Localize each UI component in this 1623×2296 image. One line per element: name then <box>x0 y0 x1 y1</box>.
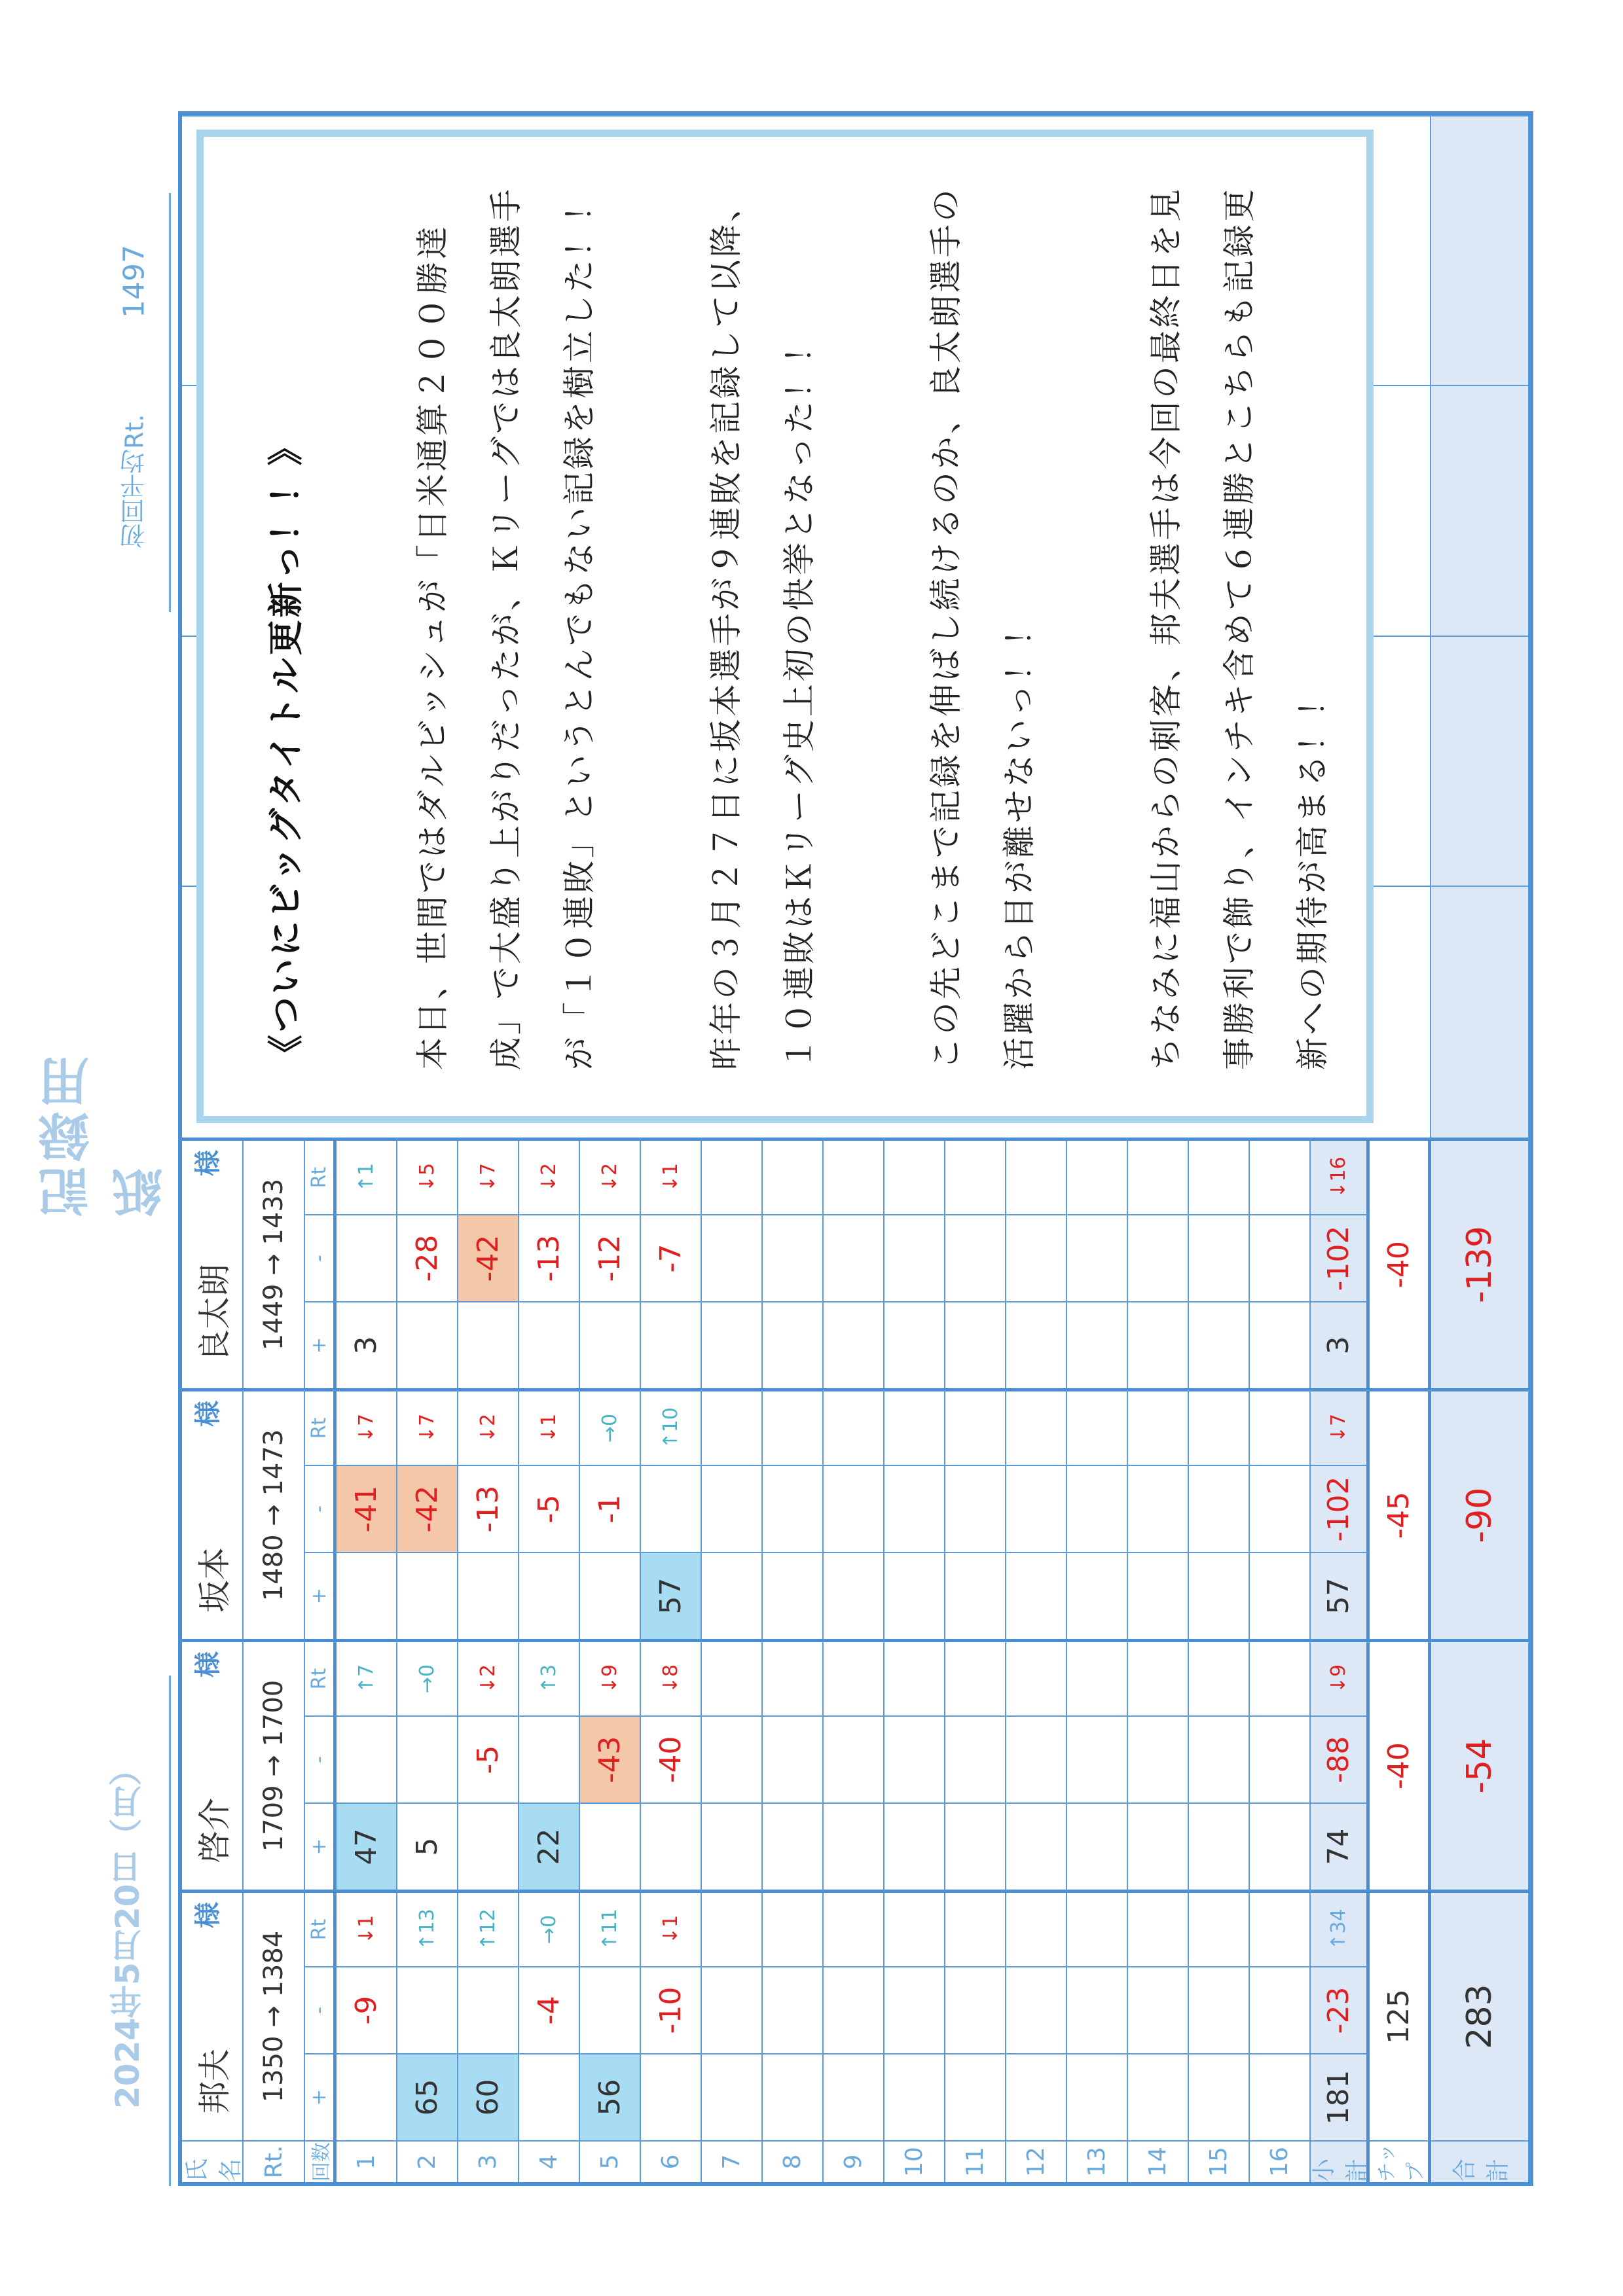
average-rating-label: 初回平均Rt. <box>120 414 149 548</box>
score-cell-rt <box>763 1388 824 1465</box>
round-number: 1 <box>337 2140 397 2182</box>
score-cell-rt <box>1006 1138 1067 1214</box>
score-cell-rt: ↓7 <box>337 1388 397 1465</box>
score-cell-rt <box>1189 1890 1250 1966</box>
score-cell-rt: ↓2 <box>519 1138 580 1214</box>
score-cell-minus: -5 <box>519 1465 580 1552</box>
name-column-label: 氏名 <box>182 2140 244 2182</box>
score-cell-rt <box>702 1890 763 1966</box>
score-cell-plus <box>702 2053 763 2140</box>
score-cell-plus <box>1250 1803 1311 1890</box>
score-cell-minus <box>337 1214 397 1301</box>
score-cell-minus <box>702 1715 763 1803</box>
score-cell-rt: ↓1 <box>337 1890 397 1966</box>
score-cell-rt: ↓1 <box>519 1388 580 1465</box>
chip-value: -40 <box>1370 1138 1431 1388</box>
score-cell-minus <box>1250 1966 1311 2053</box>
note-total-cell <box>1431 886 1529 1138</box>
round-number: 5 <box>580 2140 641 2182</box>
score-cell-rt <box>1250 1639 1311 1715</box>
note-total-cell <box>1431 636 1529 886</box>
round-number: 7 <box>702 2140 763 2182</box>
player-rating: 1480 → 1473 <box>244 1388 305 1639</box>
score-cell-plus: 60 <box>458 2053 519 2140</box>
score-cell-rt: ↑13 <box>397 1890 458 1966</box>
score-cell-plus <box>884 1552 945 1639</box>
score-cell-plus <box>1067 1301 1128 1388</box>
score-cell-plus <box>1189 2053 1250 2140</box>
score-cell-plus <box>1128 1803 1189 1890</box>
score-cell-minus <box>702 1966 763 2053</box>
score-cell-minus <box>1006 1214 1067 1301</box>
session-date: 2024年5月20日（月） <box>109 1753 147 2109</box>
score-cell-plus <box>337 2053 397 2140</box>
score-cell-minus: -12 <box>580 1214 641 1301</box>
score-cell-minus <box>884 1214 945 1301</box>
sheet-title: 記録用紙 <box>39 1052 171 1217</box>
player-rating: 1709 → 1700 <box>244 1639 305 1890</box>
score-cell-plus <box>1006 1301 1067 1388</box>
score-cell-plus <box>1189 1301 1250 1388</box>
score-cell-minus <box>763 1214 824 1301</box>
round-number: 12 <box>1006 2140 1067 2182</box>
honorific-label: 様 <box>193 1651 223 1677</box>
honorific-label: 様 <box>193 1150 223 1176</box>
score-cell-minus <box>824 1465 884 1552</box>
score-cell-minus <box>1189 1214 1250 1301</box>
score-cell-minus <box>1067 1966 1128 2053</box>
score-cell-minus: -7 <box>641 1214 702 1301</box>
honorific-label: 様 <box>193 1902 223 1928</box>
score-cell-plus <box>1250 2053 1311 2140</box>
score-cell-minus <box>945 1715 1006 1803</box>
score-cell-plus <box>763 1301 824 1388</box>
score-cell-rt <box>1006 1890 1067 1966</box>
score-cell-rt <box>1189 1639 1250 1715</box>
total-value: -54 <box>1431 1639 1529 1890</box>
score-cell-plus <box>1006 1552 1067 1639</box>
score-cell-plus <box>641 1301 702 1388</box>
score-cell-rt <box>1189 1138 1250 1214</box>
score-cell-minus <box>1250 1715 1311 1803</box>
score-cell-plus <box>763 1552 824 1639</box>
score-cell-rt: ↓2 <box>458 1639 519 1715</box>
score-cell-rt <box>884 1890 945 1966</box>
score-cell-rt <box>1067 1388 1128 1465</box>
score-cell-plus: 5 <box>397 1803 458 1890</box>
score-cell-rt: ↑11 <box>580 1890 641 1966</box>
score-cell-minus <box>1006 1966 1067 2053</box>
player-name: 邦夫 様 <box>182 1890 244 2140</box>
score-cell-plus <box>1128 1301 1189 1388</box>
score-cell-minus <box>824 1715 884 1803</box>
column-header-plus: + <box>305 1301 337 1388</box>
score-cell-rt <box>1067 1138 1128 1214</box>
score-cell-rt <box>1128 1639 1189 1715</box>
score-cell-minus <box>1006 1715 1067 1803</box>
round-number: 8 <box>763 2140 824 2182</box>
score-cell-minus <box>824 1214 884 1301</box>
score-cell-minus <box>519 1715 580 1803</box>
score-cell-plus <box>945 2053 1006 2140</box>
subtotal-rt: ↓16 <box>1311 1138 1370 1214</box>
subtotal-label: 小計 <box>1311 2140 1370 2182</box>
score-cell-rt <box>1067 1639 1128 1715</box>
score-cell-plus <box>337 1552 397 1639</box>
round-number: 10 <box>884 2140 945 2182</box>
note-total-cell <box>1431 385 1529 636</box>
score-cell-plus <box>1067 2053 1128 2140</box>
news-headline: 《ついにビッグタイトル更新っ！！》 <box>265 427 306 1070</box>
score-cell-plus <box>702 1301 763 1388</box>
column-header-minus: - <box>305 1465 337 1552</box>
player-rating: 1449 → 1433 <box>244 1138 305 1388</box>
divider <box>169 193 171 612</box>
score-cell-rt: ↓2 <box>580 1138 641 1214</box>
column-header-minus: - <box>305 1966 337 2053</box>
score-cell-plus <box>945 1301 1006 1388</box>
score-cell-plus <box>1067 1552 1128 1639</box>
score-cell-plus: 47 <box>337 1803 397 1890</box>
score-cell-rt: ↓8 <box>641 1639 702 1715</box>
news-paragraph: 昨年の３月２７日に坂本選手が９連敗を記録して以降、１０連敗はＫリーグ史上初の快挙となった！！ <box>707 187 818 1070</box>
score-cell-rt: →0 <box>580 1388 641 1465</box>
average-rating-value: 1497 <box>117 245 151 318</box>
round-number: 3 <box>458 2140 519 2182</box>
score-cell-rt <box>945 1890 1006 1966</box>
score-cell-plus <box>1006 1803 1067 1890</box>
score-cell-rt <box>945 1639 1006 1715</box>
score-cell-minus <box>945 1966 1006 2053</box>
round-column-label: 回数 <box>305 2140 337 2182</box>
score-cell-plus <box>580 1803 641 1890</box>
total-label: 合計 <box>1431 2140 1529 2182</box>
spacer <box>1056 183 1129 1070</box>
subtotal-minus: -102 <box>1311 1214 1370 1301</box>
score-cell-rt <box>1250 1138 1311 1214</box>
score-cell-minus <box>1128 1966 1189 2053</box>
score-cell-rt <box>1128 1890 1189 1966</box>
score-cell-rt <box>1128 1138 1189 1214</box>
player-name: 啓介 様 <box>182 1639 244 1890</box>
spacer <box>323 183 396 1070</box>
column-header-rt: Rt <box>305 1138 337 1214</box>
score-cell-minus <box>884 1966 945 2053</box>
column-header-rt: Rt <box>305 1639 337 1715</box>
score-cell-rt <box>884 1639 945 1715</box>
score-cell-minus <box>945 1214 1006 1301</box>
score-cell-plus <box>702 1803 763 1890</box>
score-cell-minus: -5 <box>458 1715 519 1803</box>
score-cell-plus <box>945 1552 1006 1639</box>
score-cell-minus <box>641 1465 702 1552</box>
score-cell-plus <box>1128 1552 1189 1639</box>
column-header-plus: + <box>305 2053 337 2140</box>
subtotal-plus: 74 <box>1311 1803 1370 1890</box>
player-name: 良太朗 様 <box>182 1138 244 1388</box>
score-cell-plus <box>519 1552 580 1639</box>
player-name: 坂本 様 <box>182 1388 244 1639</box>
subtotal-minus: -102 <box>1311 1465 1370 1552</box>
score-cell-plus <box>519 1301 580 1388</box>
total-value: 283 <box>1431 1890 1529 2140</box>
score-cell-plus <box>1250 1301 1311 1388</box>
score-cell-plus <box>884 1301 945 1388</box>
score-cell-minus <box>1006 1465 1067 1552</box>
score-cell-rt <box>702 1138 763 1214</box>
score-cell-minus <box>1250 1214 1311 1301</box>
score-cell-minus: -42 <box>397 1465 458 1552</box>
score-cell-minus <box>763 1715 824 1803</box>
score-cell-rt: ↓1 <box>641 1890 702 1966</box>
score-cell-rt <box>884 1138 945 1214</box>
score-cell-plus <box>824 1552 884 1639</box>
score-cell-plus <box>945 1803 1006 1890</box>
score-cell-rt: ↓1 <box>641 1138 702 1214</box>
player-rating: 1350 → 1384 <box>244 1890 305 2140</box>
score-cell-rt: ↓7 <box>397 1388 458 1465</box>
column-header-minus: - <box>305 1214 337 1301</box>
score-cell-rt <box>824 1138 884 1214</box>
subtotal-plus: 181 <box>1311 2053 1370 2140</box>
score-cell-plus <box>824 1301 884 1388</box>
score-cell-minus <box>337 1715 397 1803</box>
total-value: -139 <box>1431 1138 1529 1388</box>
score-cell-minus: -40 <box>641 1715 702 1803</box>
chip-label: チップ <box>1370 2140 1431 2182</box>
score-cell-plus <box>824 1803 884 1890</box>
spacer <box>616 183 689 1070</box>
score-cell-rt <box>1006 1639 1067 1715</box>
score-cell-plus: 57 <box>641 1552 702 1639</box>
score-cell-plus <box>458 1803 519 1890</box>
score-cell-rt: ↓9 <box>580 1639 641 1715</box>
score-cell-minus <box>884 1465 945 1552</box>
score-cell-rt <box>945 1388 1006 1465</box>
score-cell-minus: -28 <box>397 1214 458 1301</box>
round-number: 13 <box>1067 2140 1128 2182</box>
subtotal-plus: 3 <box>1311 1301 1370 1388</box>
score-cell-minus: -10 <box>641 1966 702 2053</box>
score-cell-rt <box>763 1890 824 1966</box>
score-cell-rt: →0 <box>519 1890 580 1966</box>
score-cell-plus <box>458 1301 519 1388</box>
score-cell-minus: -42 <box>458 1214 519 1301</box>
score-cell-minus <box>1067 1465 1128 1552</box>
column-header-rt: Rt <box>305 1890 337 1966</box>
score-cell-minus <box>458 1966 519 2053</box>
score-cell-minus <box>1067 1715 1128 1803</box>
total-value: -90 <box>1431 1388 1529 1639</box>
round-number: 2 <box>397 2140 458 2182</box>
round-number: 15 <box>1189 2140 1250 2182</box>
score-cell-rt <box>824 1890 884 1966</box>
score-cell-plus <box>641 1803 702 1890</box>
score-cell-rt: ↑7 <box>337 1639 397 1715</box>
score-cell-rt: →0 <box>397 1639 458 1715</box>
divider <box>169 1676 171 2186</box>
score-cell-minus: -4 <box>519 1966 580 2053</box>
news-paragraph: この先どこまで記録を伸ばし続けるのか、良太朗選手の活躍から目が離せないっ！！ <box>927 187 1038 1070</box>
score-cell-rt: ↑3 <box>519 1639 580 1715</box>
round-number: 16 <box>1250 2140 1311 2182</box>
subtotal-minus: -23 <box>1311 1966 1370 2053</box>
score-cell-plus <box>884 2053 945 2140</box>
score-cell-minus <box>945 1465 1006 1552</box>
score-cell-minus <box>1128 1214 1189 1301</box>
chip-value: -45 <box>1370 1388 1431 1639</box>
subtotal-rt: ↓7 <box>1311 1388 1370 1465</box>
column-header-plus: + <box>305 1803 337 1890</box>
chip-value: 125 <box>1370 1890 1431 2140</box>
subtotal-rt: ↓9 <box>1311 1639 1370 1715</box>
round-number: 6 <box>641 2140 702 2182</box>
score-cell-plus <box>580 1301 641 1388</box>
news-article <box>196 130 1374 1123</box>
score-cell-minus <box>1189 1715 1250 1803</box>
score-sheet <box>178 111 1533 2186</box>
score-cell-rt <box>884 1388 945 1465</box>
score-cell-plus: 65 <box>397 2053 458 2140</box>
score-cell-rt: ↑1 <box>337 1138 397 1214</box>
score-cell-plus: 56 <box>580 2053 641 2140</box>
score-cell-minus <box>763 1966 824 2053</box>
score-cell-plus <box>1189 1803 1250 1890</box>
spacer <box>836 183 909 1070</box>
score-cell-rt <box>824 1388 884 1465</box>
score-cell-rt <box>1250 1388 1311 1465</box>
score-cell-minus <box>763 1465 824 1552</box>
score-cell-rt: ↓7 <box>458 1138 519 1214</box>
round-number: 4 <box>519 2140 580 2182</box>
score-cell-plus: 22 <box>519 1803 580 1890</box>
round-number: 14 <box>1128 2140 1189 2182</box>
score-cell-minus: -13 <box>519 1214 580 1301</box>
rating-column-label: Rt. <box>244 2140 305 2182</box>
score-cell-rt <box>1128 1388 1189 1465</box>
score-cell-rt <box>945 1138 1006 1214</box>
subtotal-plus: 57 <box>1311 1552 1370 1639</box>
score-cell-rt <box>1250 1890 1311 1966</box>
score-cell-rt <box>763 1138 824 1214</box>
score-cell-plus <box>884 1803 945 1890</box>
score-cell-minus <box>397 1715 458 1803</box>
round-number: 9 <box>824 2140 884 2182</box>
score-cell-minus <box>1067 1214 1128 1301</box>
note-total-cell <box>1431 115 1529 385</box>
score-cell-rt: ↑10 <box>641 1388 702 1465</box>
score-cell-minus <box>702 1465 763 1552</box>
score-cell-plus: 3 <box>337 1301 397 1388</box>
score-cell-plus <box>1006 2053 1067 2140</box>
score-cell-minus: -41 <box>337 1465 397 1552</box>
score-cell-minus <box>1189 1966 1250 2053</box>
column-header-plus: + <box>305 1552 337 1639</box>
score-cell-rt <box>824 1639 884 1715</box>
score-cell-plus <box>580 1552 641 1639</box>
score-cell-minus <box>824 1966 884 2053</box>
score-cell-plus <box>824 2053 884 2140</box>
score-cell-minus <box>1128 1465 1189 1552</box>
score-cell-rt <box>763 1639 824 1715</box>
score-cell-rt: ↓2 <box>458 1388 519 1465</box>
score-cell-plus <box>1067 1803 1128 1890</box>
score-cell-rt: ↓5 <box>397 1138 458 1214</box>
score-cell-minus <box>1250 1465 1311 1552</box>
score-cell-plus <box>1250 1552 1311 1639</box>
news-paragraph: 本日、世間ではダルビッシュが「日米通算２００勝達成」で大盛り上がりだったが、Ｋリーグでは良太朗選手が「１０連敗」というとんでもない記録を樹立した！！ <box>414 187 598 1070</box>
score-cell-plus <box>397 1301 458 1388</box>
subtotal-minus: -88 <box>1311 1715 1370 1803</box>
score-cell-minus <box>580 1966 641 2053</box>
score-cell-plus <box>397 1552 458 1639</box>
chip-value: -40 <box>1370 1639 1431 1890</box>
score-cell-minus <box>1128 1715 1189 1803</box>
score-cell-minus: -13 <box>458 1465 519 1552</box>
news-paragraph: ちなみに福山からの刺客、邦夫選手は今回の最終日を見事勝利で飾り、インチキ含めて６連勝とこちらも記録更新への期待が高まる！！ <box>1147 187 1332 1070</box>
score-cell-plus <box>763 2053 824 2140</box>
score-cell-rt <box>702 1639 763 1715</box>
honorific-label: 様 <box>193 1401 223 1427</box>
score-cell-plus <box>458 1552 519 1639</box>
score-cell-minus: -1 <box>580 1465 641 1552</box>
score-cell-plus <box>1128 2053 1189 2140</box>
score-cell-minus <box>884 1715 945 1803</box>
score-cell-rt: ↑12 <box>458 1890 519 1966</box>
score-cell-minus: -43 <box>580 1715 641 1803</box>
subtotal-rt: ↑34 <box>1311 1890 1370 1966</box>
score-cell-plus <box>1189 1552 1250 1639</box>
score-cell-minus: -9 <box>337 1966 397 2053</box>
score-cell-plus <box>641 2053 702 2140</box>
score-cell-plus <box>763 1803 824 1890</box>
column-header-minus: - <box>305 1715 337 1803</box>
score-cell-rt <box>1006 1388 1067 1465</box>
round-number: 11 <box>945 2140 1006 2182</box>
column-header-rt: Rt <box>305 1388 337 1465</box>
score-cell-rt <box>1189 1388 1250 1465</box>
score-cell-rt <box>1067 1890 1128 1966</box>
score-cell-minus <box>1189 1465 1250 1552</box>
score-cell-plus <box>519 2053 580 2140</box>
score-cell-rt <box>702 1388 763 1465</box>
score-cell-minus <box>397 1966 458 2053</box>
score-cell-plus <box>702 1552 763 1639</box>
score-cell-minus <box>702 1214 763 1301</box>
